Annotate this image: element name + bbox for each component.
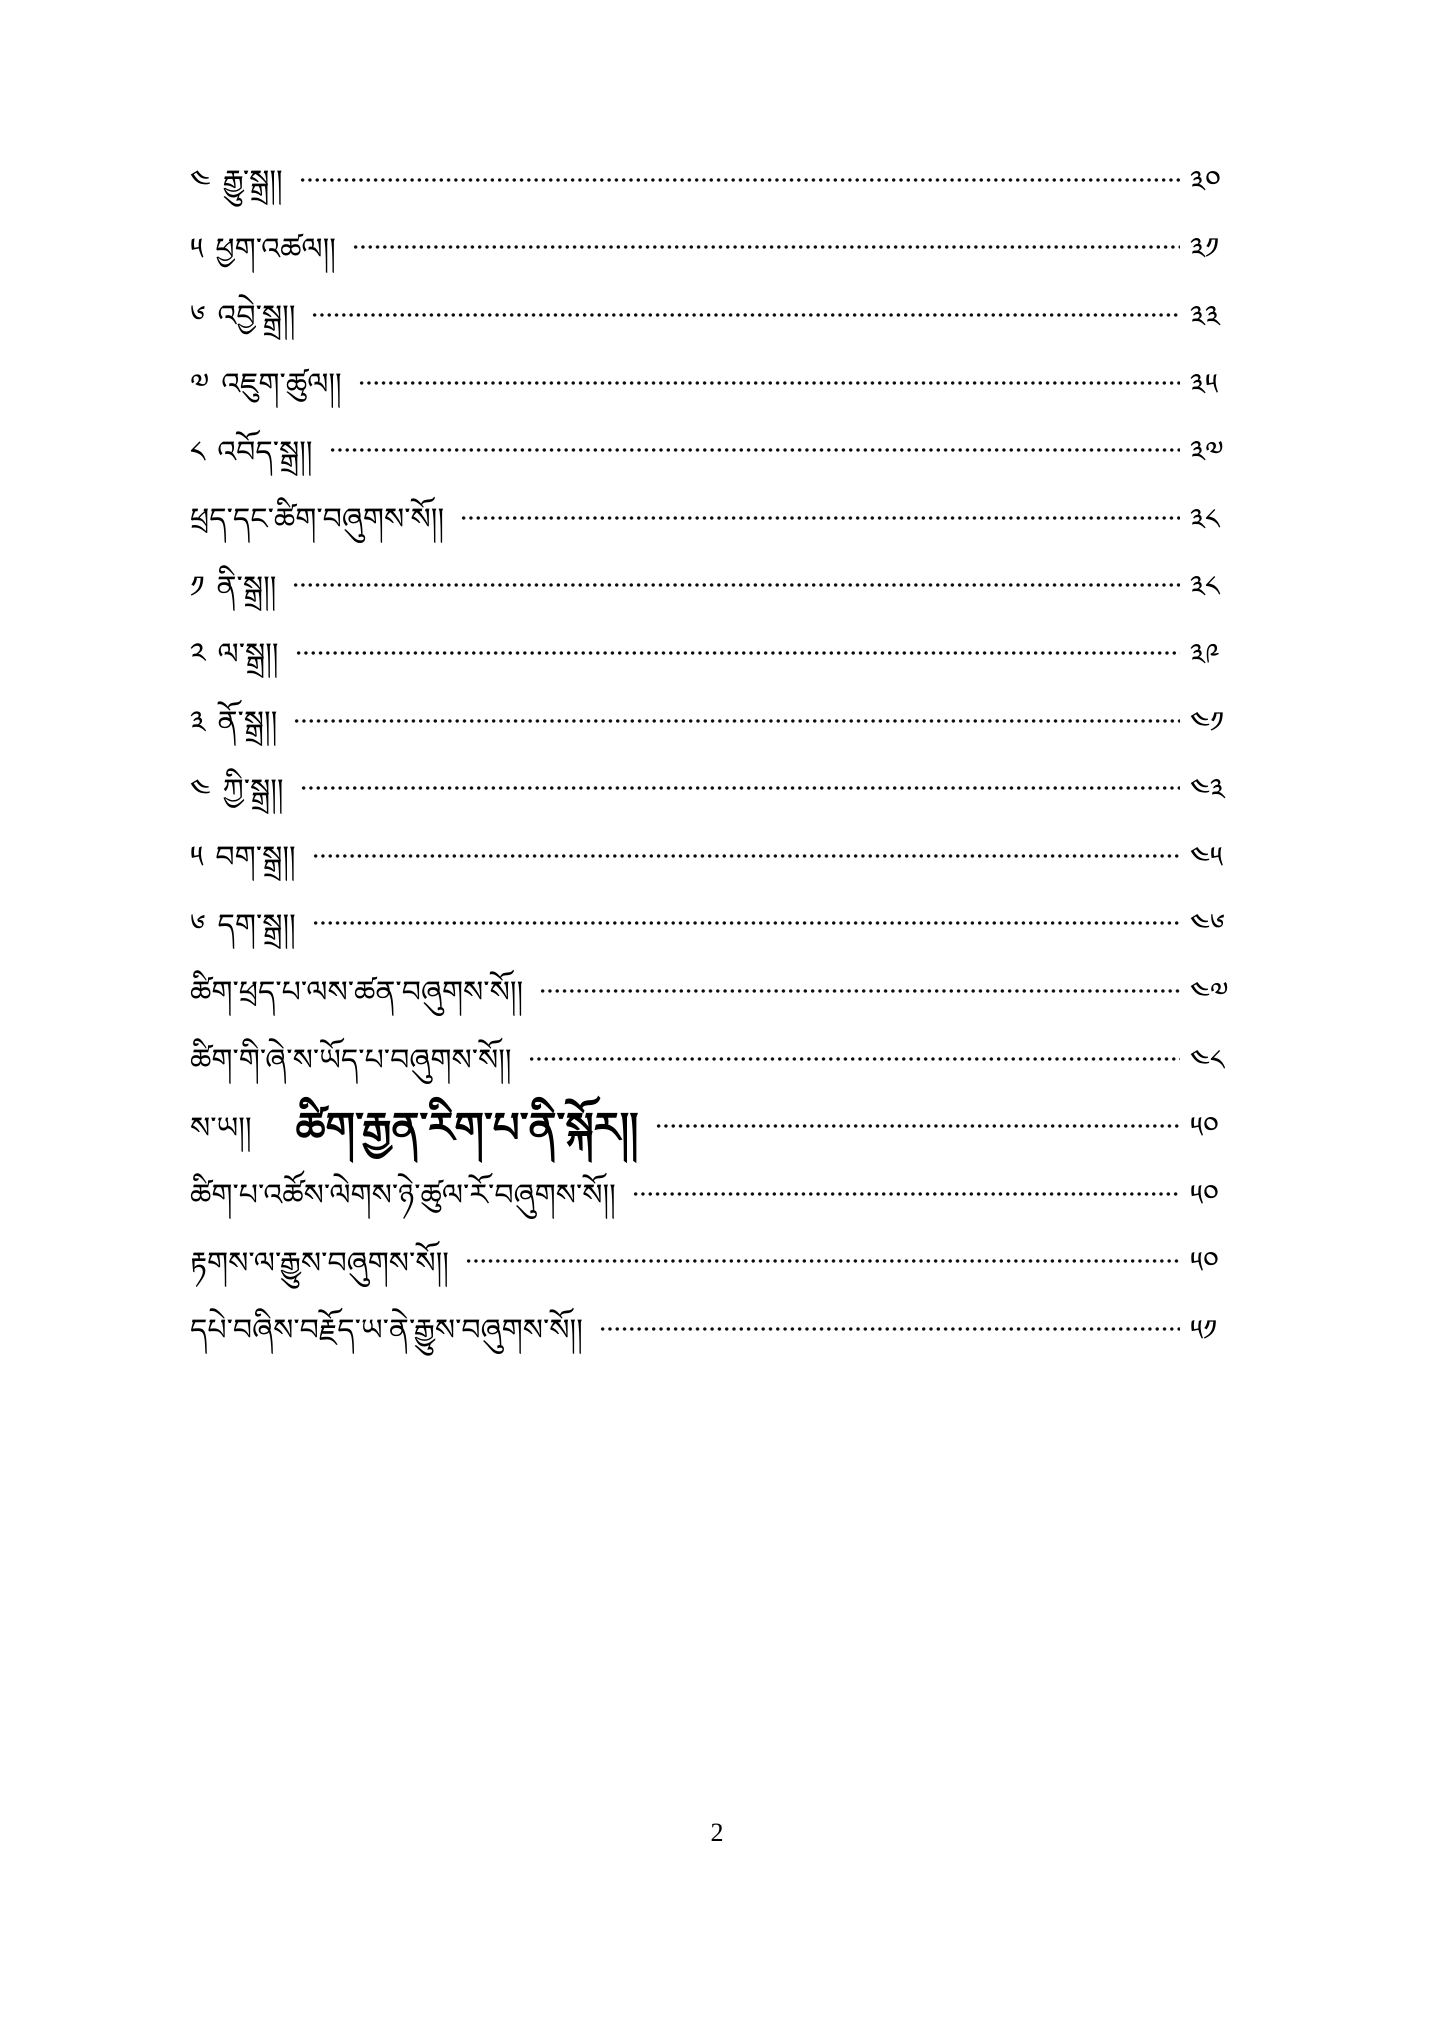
entry-page-number: ༣༠ [1190,163,1221,198]
toc-row [190,148,1248,216]
entry-page-number: ༥༠ [1190,1110,1219,1145]
dot-leader [358,379,1180,387]
entry-title: ནི་སྒྲ།། [216,569,277,605]
entry-title: ཚིག་གི་ཞེ་ས་ཡོད་པ་བཞུགས་སོ།། [190,1043,512,1079]
toc-row [190,351,1248,419]
entry-page-number: ༤༦ [1190,907,1225,942]
dot-leader [293,717,1180,725]
entry-title: ནོ་སྒྲ།། [217,705,278,741]
entry-page-number: ༣༡ [1190,231,1220,266]
toc-row [190,756,1248,824]
entry-page-number: ༤༡ [1190,704,1224,739]
section-label: ས་ཡ།། [190,1110,252,1146]
entry-page-number: ༣༨ [1190,501,1220,536]
entry-number: ༥ [190,840,204,876]
entry-page-number: ༥༠ [1190,1245,1219,1280]
entry-page-number: ༤༧ [1190,974,1229,1009]
dot-leader [312,919,1180,927]
entry-title: ཕྱག་འཚལ།། [215,231,336,267]
dot-leader [632,1190,1180,1198]
entry-title: ཚིག་ཕྲད་པ་ལས་ཚན་བཞུགས་སོ།། [190,975,524,1011]
entry-page-number: ༤༣ [1190,772,1225,807]
entry-title: རྟགས་ལ་རྒྱུས་བཞུགས་སོ།། [190,1245,449,1281]
entry-number: ༤ [190,772,211,808]
entry-page-number: ༣༥ [1190,366,1218,401]
entry-number: ༨ [190,434,206,470]
dot-leader [465,1257,1180,1265]
entry-page-number: ༣༣ [1190,299,1220,334]
entry-number: ༦ [190,907,206,943]
entry-title: འཇུག་ཚུལ།། [221,367,342,403]
dot-leader [460,514,1180,522]
dot-leader [655,1122,1180,1130]
entry-number: ༤ [190,164,211,200]
dot-leader [300,784,1180,792]
toc-row [190,1027,1248,1095]
entry-title: ཕྲད་དང་ཚིག་བཞུགས་སོ།། [190,502,445,538]
entry-page-number: ༥༠ [1190,1177,1219,1212]
entry-title: ཚིག་པ་འཚོས་ལེགས་ཉེ་ཚུལ་རོ་བཞུགས་སོ།། [190,1178,616,1214]
toc-row [190,621,1248,689]
toc-section-header-row [190,1094,1248,1162]
entry-number: ༥ [190,231,204,267]
entry-page-number: ༣༧ [1190,434,1224,469]
dot-leader [299,176,1180,184]
entry-title: འབོད་སྒྲ།། [217,434,313,470]
entry-title: འབྱེ་སྒྲ།། [217,299,296,335]
dot-leader [311,311,1180,319]
dot-leader [539,987,1180,995]
entry-title: དག་སྒྲ།། [217,907,296,943]
toc-row [190,824,1248,892]
entry-number: ༡ [190,569,205,605]
entry-number: ༢ [190,637,206,673]
toc-row [190,554,1248,622]
entry-title: རྒྱུ་སྒྲ།། [222,164,283,200]
entry-title: ཀྱི་སྒྲ།། [222,772,284,808]
toc-row [190,689,1248,757]
entry-number: ༧ [190,367,210,403]
toc-row [190,1230,1248,1298]
entry-number: ༦ [190,299,206,335]
entry-title: བག་སྒྲ།། [215,840,296,876]
dot-leader [329,446,1180,454]
entry-page-number: ༣༨ [1190,569,1220,604]
page-number-footer: 2 [710,1818,724,1847]
toc-row [190,1297,1248,1365]
dot-leader [352,243,1180,251]
entry-page-number: ༥༡ [1190,1312,1217,1347]
entry-page-number: ༣༩ [1190,637,1220,671]
entry-title: ལ་སྒྲ།། [217,637,279,673]
dot-leader [599,1325,1180,1333]
toc-row [190,892,1248,960]
toc-row [190,486,1248,554]
toc-row [190,418,1248,486]
toc-row [190,283,1248,351]
entry-page-number: ༤༥ [1190,839,1223,874]
entry-number: ༣ [190,705,206,741]
toc-row [190,1162,1248,1230]
section-title: ཚིག་རྒྱན་རིག་པ་ནི་སྐོར།། [295,1103,639,1153]
dot-leader [292,581,1180,589]
toc-row [190,959,1248,1027]
toc-row [190,216,1248,284]
entry-page-number: ༤༨ [1190,1042,1225,1077]
dot-leader [295,649,1180,657]
toc-list [190,148,1248,1365]
dot-leader [528,1055,1180,1063]
entry-title: དཔེ་བཞིས་བརྗོད་ཡ་ནེ་རྒྱུས་བཞུགས་སོ།། [190,1313,583,1349]
dot-leader [312,852,1180,860]
